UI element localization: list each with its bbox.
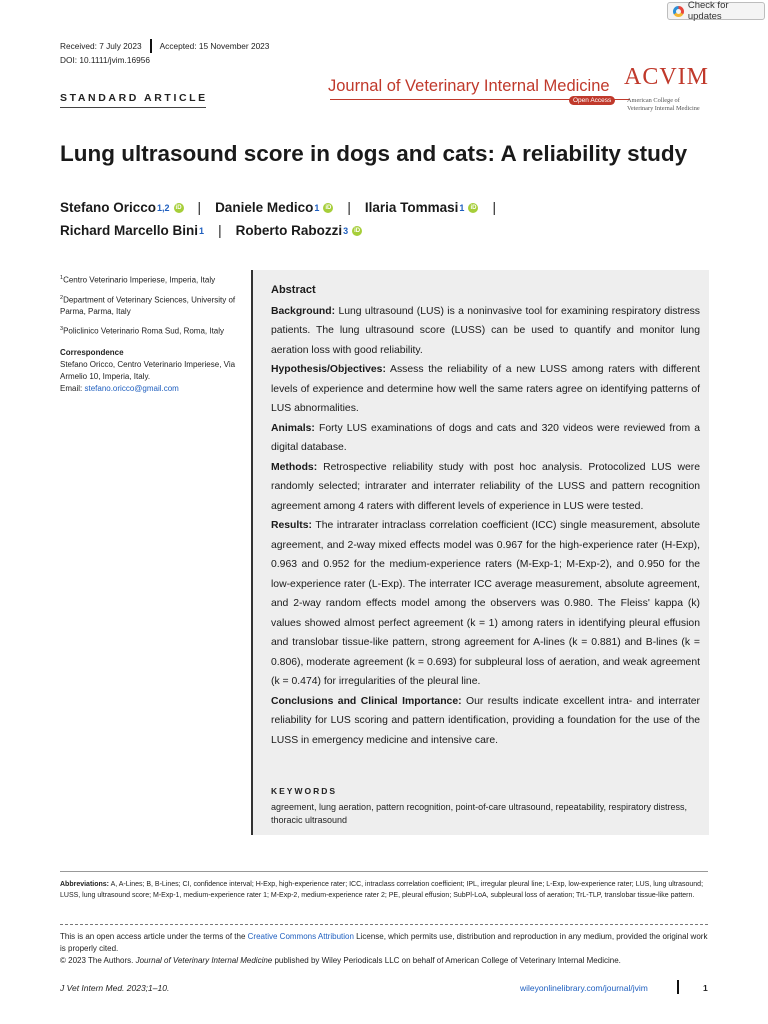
accepted-date: Accepted: 15 November 2023	[159, 41, 270, 51]
divider	[60, 107, 206, 108]
abstract-section	[271, 692, 700, 751]
article-type: STANDARD ARTICLE	[60, 92, 208, 104]
divider	[150, 39, 152, 53]
author-line-2	[60, 223, 362, 238]
doi[interactable]: DOI: 10.1111/jvim.16956	[60, 55, 150, 65]
correspondence	[60, 347, 250, 395]
section-label: Results:	[271, 520, 312, 531]
affiliation-item	[60, 323, 245, 338]
copyright-text: published by Wiley Periodicals LLC on behalf of American College of Veterinary Internal Medicine.	[272, 956, 621, 965]
email-label: Email:	[60, 384, 83, 393]
abstract-section	[271, 516, 700, 692]
check-for-updates-button[interactable]	[667, 2, 765, 20]
logo-sub-line: American College of	[627, 97, 680, 104]
journal-name: Journal of Veterinary Internal Medicine	[328, 77, 610, 95]
dates-line	[60, 39, 269, 53]
abstract-section	[271, 419, 700, 458]
affiliation-number: 2	[60, 294, 64, 301]
article-title: Lung ultrasound score in dogs and cats: A reliability study	[60, 141, 688, 166]
section-label: Hypothesis/Objectives:	[271, 364, 386, 375]
open-access-badge: Open Access	[569, 96, 615, 105]
keywords: agreement, lung aeration, pattern recognition, point-of-care ultrasound, repeatability, respiratory distress, thoracic ultrasound	[271, 802, 688, 825]
orcid-icon[interactable]: iD	[470, 204, 477, 211]
acvim-logo: ACVIM	[624, 64, 710, 90]
affiliation-ref[interactable]: 1	[199, 225, 205, 236]
author-name[interactable]: Stefano Oricco	[60, 200, 157, 215]
section-text: Assess the reliability of a new LUSS among raters with different levels of experience and determine how well the same raters agree on identifying patterns of LUS abnormalities.	[271, 364, 700, 414]
section-label: Animals:	[271, 422, 315, 434]
author-separator: |	[218, 223, 222, 238]
orcid-icon[interactable]: iD	[325, 204, 332, 211]
correspondence-heading: Correspondence	[60, 348, 124, 357]
section-label: Methods:	[271, 461, 318, 473]
author-name[interactable]: Ilaria Tommasi	[364, 200, 459, 215]
affiliation-ref[interactable]: 1	[459, 202, 465, 213]
correspondence-address: Stefano Oricco, Centro Veterinario Imperiese, Via Armelio 10, Imperia, Italy.	[60, 360, 236, 381]
author-name[interactable]: Richard Marcello Bini	[60, 223, 199, 238]
section-text: Lung ultrasound (LUS) is a noninvasive tool for examining respiratory distress patients. The lung ultrasound score (LUSS) can be used to quantify and monitor lung aeration loss with good reliability.	[271, 305, 701, 356]
affiliation-text: Policlinico Veterinario Roma Sud, Roma, Italy	[63, 326, 225, 336]
license-line	[60, 931, 708, 955]
abstract-heading: Abstract	[271, 284, 316, 296]
affiliation-item	[60, 272, 245, 287]
abstract-section	[271, 302, 700, 361]
logo-sub-line: Veterinary Internal Medicine	[627, 105, 700, 112]
section-label: Background:	[271, 305, 336, 317]
email-link[interactable]: stefano.oricco@gmail.com	[84, 384, 179, 393]
affiliations	[60, 272, 245, 343]
affiliation-ref[interactable]: 3	[343, 225, 349, 236]
affiliation-number: 3	[60, 326, 64, 333]
abstract-section	[271, 360, 700, 419]
orcid-icon[interactable]: iD	[175, 204, 182, 211]
affiliation-ref[interactable]: 1	[314, 202, 320, 213]
received-date: Received: 7 July 2023	[60, 41, 142, 51]
divider	[60, 924, 708, 925]
affiliation-text: Centro Veterinario Imperiese, Imperia, Italy	[63, 275, 216, 285]
license-text: License, which permits use, distribution and reproduction in any medium, provided the original work is properly cited.	[60, 932, 708, 953]
section-label: Conclusions and Clinical Importance:	[271, 695, 462, 707]
check-for-updates-label: Check for updates	[687, 0, 729, 22]
author-separator: |	[347, 200, 351, 215]
author-name[interactable]: Daniele Medico	[215, 200, 314, 215]
acvim-logo-subtitle	[627, 97, 700, 113]
section-text: Forty LUS examinations of dogs and cats and 320 videos were reviewed from a digital database.	[271, 422, 700, 453]
affiliation-item	[60, 292, 245, 319]
copyright-journal: Journal of Veterinary Internal Medicine	[135, 956, 273, 965]
section-text: Our results indicate excellent intra- and interrater reliability for LUS scoring and pattern identification, providing a foundation for the use of the LUSS in emergency medicine and intensive care.	[271, 695, 701, 746]
crossmark-icon	[673, 6, 684, 17]
citation: J Vet Intern Med. 2023;1–10.	[60, 983, 170, 993]
divider	[677, 980, 679, 994]
section-text: Retrospective reliability study with post hoc analysis. Protocolized LUS were randomly selected; intrarater and interrater reliability of the LUSS and pattern recognition agreement among 4 raters with different levels of experience in LUS were tested.	[271, 461, 700, 512]
abbreviations-label: Abbreviations:	[60, 881, 110, 888]
author-separator: |	[492, 200, 496, 215]
abstract-section	[271, 458, 700, 517]
affiliation-ref[interactable]: 1,2	[157, 202, 170, 213]
license	[60, 931, 708, 967]
orcid-icon[interactable]: iD	[354, 227, 361, 234]
divider	[60, 871, 708, 872]
section-text: The intrarater intraclass correlation coefficient (ICC) single measurement, absolute agreement, and 2-way mixed effects model was 0.967 for the high-experience rater (H-Exp), 0.963 and 0.952 for the medium-experience raters (M-Exp-1; M-Exp-2), and 0.950 for the low-experience rater (L-Exp). The interrater ICC average measurement, absolute agreement, and 2-way random effects model among the observers was 0.980. The Fleiss' kappa (k) values showed almost perfect agreement (k = 1) among raters in identifying pleural effusion and translobar tissue-like pattern, strong agreement for A-lines (k = 0.881) and B-lines (k = 0.806), moderate agreement (k = 0.693) for subpleural loss of aeration, and weak agreement (k = 0.474) for irregularities of the pleural line.	[271, 520, 700, 687]
affiliation-number: 1	[60, 275, 64, 281]
author-separator: |	[197, 200, 202, 215]
author-line-1	[60, 200, 510, 215]
abbreviations	[60, 880, 708, 901]
correspondence-email-line	[60, 383, 250, 395]
abbreviations-text: A, A-Lines; B, B-Lines; CI, confidence interval; H-Exp, high-experience rater; ICC, intraclass correlation coefficient; IPL, irregular pleural line; L-Exp, low-experience rater; LUS, lung ultrasound; LUSS, lung ultrasound score; M-Exp-1, medium-experience rater 1; M-Exp-2, medium-experience rater 2; PE, pleural effusion; SubPl-LoA, subpleural loss of aeration; TrL-TLP, translobar tissue-like pattern.	[60, 881, 704, 899]
keywords-heading: KEYWORDS	[271, 786, 338, 796]
abstract	[271, 281, 700, 750]
author-name[interactable]: Roberto Rabozzi	[235, 223, 343, 238]
creative-commons-link[interactable]: Creative Commons Attribution	[247, 932, 354, 941]
affiliation-text: Department of Veterinary Sciences, University of Parma, Parma, Italy	[60, 295, 236, 317]
license-text: This is an open access article under the terms of the	[60, 932, 248, 941]
page-number: 1	[703, 983, 708, 993]
copyright-text: © 2023 The Authors.	[60, 956, 136, 965]
copyright-line	[60, 955, 708, 967]
journal-url-link[interactable]: wileyonlinelibrary.com/journal/jvim	[520, 983, 648, 993]
